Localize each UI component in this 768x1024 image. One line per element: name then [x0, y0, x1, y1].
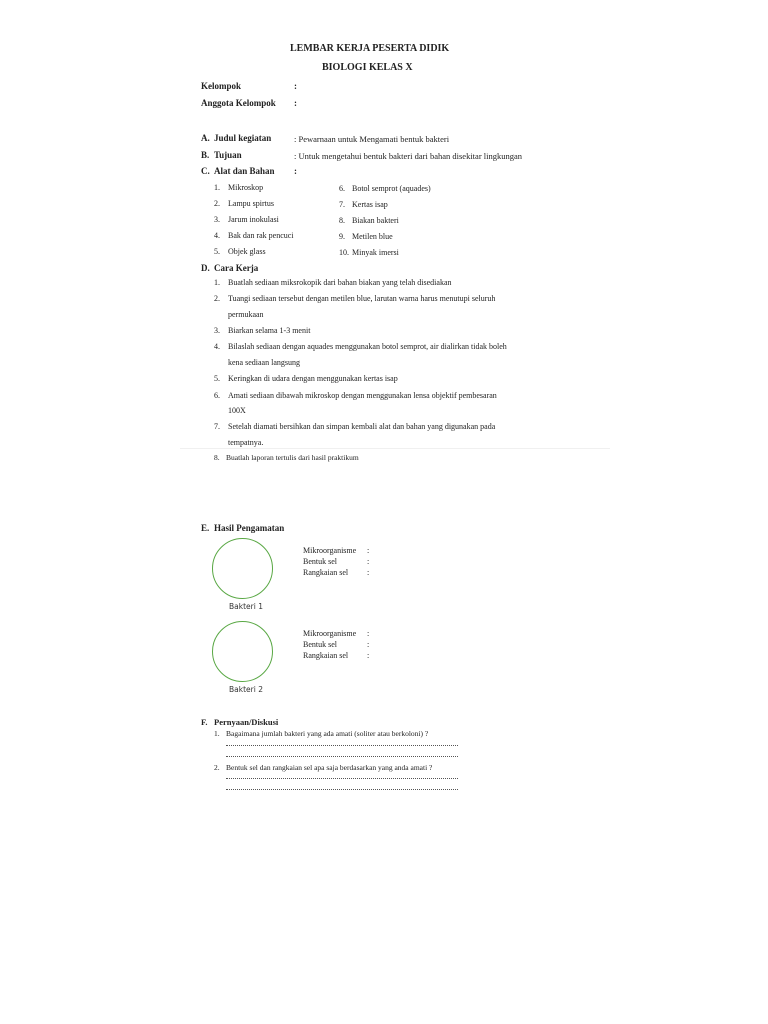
specimen-caption-2: Bakteri 2 — [229, 685, 263, 694]
step-text: Biarkan selama 1-3 menit — [228, 326, 311, 335]
alat-item: Biakan bakteri — [352, 216, 399, 225]
section-b-marker: B. — [201, 150, 210, 160]
step-number: 6. — [214, 391, 220, 400]
alat-item-number: 3. — [214, 215, 220, 224]
mikroorganisme-colon: : — [367, 546, 370, 555]
alat-item: Metilen blue — [352, 232, 393, 241]
document-title: LEMBAR KERJA PESERTA DIDIK — [290, 43, 450, 54]
section-c-marker: C. — [201, 166, 210, 176]
section-a-value: : Pewarnaan untuk Mengamati bentuk bakteri — [294, 134, 450, 144]
alat-item: Lampu spirtus — [228, 199, 274, 208]
section-f-marker: F. — [201, 717, 208, 727]
step-number: 1. — [214, 278, 220, 287]
mikroorganisme-label: Mikroorganisme — [303, 629, 357, 638]
alat-item-number: 10. — [339, 248, 349, 257]
alat-item: Objek glass — [228, 247, 266, 256]
answer-line[interactable] — [226, 789, 458, 790]
alat-item: Kertas isap — [352, 200, 388, 209]
step-number: 3. — [214, 326, 220, 335]
rangkaian-sel-label: Rangkaian sel — [303, 651, 349, 660]
rangkaian-sel-label: Rangkaian sel — [303, 568, 349, 577]
alat-item: Bak dan rak pencuci — [228, 231, 294, 240]
step-number: 7. — [214, 422, 220, 431]
step-number: 8. — [214, 453, 220, 462]
section-f-label: Pernyaan/Diskusi — [214, 717, 279, 727]
bentuk-sel-label: Bentuk sel — [303, 557, 337, 566]
question-text: Bagaimana jumlah bakteri yang ada amati (soliter atau berkoloni) ? — [226, 729, 429, 738]
step-text: Bilaslah sediaan dengan aquades menggunakan botol semprot, air dialirkan tidak boleh — [228, 342, 507, 351]
mikroorganisme-label: Mikroorganisme — [303, 546, 357, 555]
specimen-circle-1 — [212, 538, 273, 599]
alat-item: Botol semprot (aquades) — [352, 184, 431, 193]
step-text: Amati sediaan dibawah mikroskop dengan menggunakan lensa objektif pembesaran — [228, 391, 497, 400]
section-b-label: Tujuan — [214, 150, 242, 160]
alat-item-number: 1. — [214, 183, 220, 192]
question-text: Bentuk sel dan rangkaian sel apa saja berdasarkan yang anda amati ? — [226, 763, 433, 772]
section-a-marker: A. — [201, 133, 210, 143]
alat-item: Jarum inokulasi — [228, 215, 279, 224]
section-d-marker: D. — [201, 263, 210, 273]
section-c-colon: : — [294, 166, 297, 176]
specimen-caption-1: Bakteri 1 — [229, 602, 263, 611]
section-c-label: Alat dan Bahan — [214, 166, 275, 176]
alat-item-number: 6. — [339, 184, 345, 193]
alat-item-number: 4. — [214, 231, 220, 240]
document-subtitle: BIOLOGI KELAS X — [322, 62, 413, 73]
rangkaian-sel-colon: : — [367, 568, 370, 577]
step-text: Buatlah laporan tertulis dari hasil praktikum — [226, 453, 359, 462]
rangkaian-sel-colon: : — [367, 651, 370, 660]
alat-item-number: 2. — [214, 199, 220, 208]
question-number: 2. — [214, 763, 220, 772]
anggota-label: Anggota Kelompok — [201, 98, 276, 108]
kelompok-colon: : — [294, 81, 297, 91]
alat-item-number: 8. — [339, 216, 345, 225]
section-d-label: Cara Kerja — [214, 263, 259, 273]
step-number: 5. — [214, 374, 220, 383]
alat-item: Minyak imersi — [352, 248, 399, 257]
section-b-value: : Untuk mengetahui bentuk bakteri dari bahan disekitar lingkungan — [294, 151, 523, 161]
step-number: 4. — [214, 342, 220, 351]
section-e-label: Hasil Pengamatan — [214, 523, 285, 533]
answer-line[interactable] — [226, 778, 458, 779]
step-text-continued: permukaan — [228, 310, 264, 319]
step-text: Keringkan di udara dengan menggunakan kertas isap — [228, 374, 398, 383]
step-number: 2. — [214, 294, 220, 303]
alat-item-number: 9. — [339, 232, 345, 241]
kelompok-label: Kelompok — [201, 81, 242, 91]
step-text: Buatlah sediaan miksrokopik dari bahan biakan yang telah disediakan — [228, 278, 452, 287]
specimen-circle-2 — [212, 621, 273, 682]
step-text-continued: 100X — [228, 406, 246, 415]
mikroorganisme-colon: : — [367, 629, 370, 638]
bentuk-sel-label: Bentuk sel — [303, 640, 337, 649]
section-a-label: Judul kegiatan — [214, 133, 272, 143]
step-text: Tuangi sediaan tersebut dengan metilen blue, larutan warna harus menutupi seluruh — [228, 294, 496, 303]
bentuk-sel-colon: : — [367, 557, 370, 566]
alat-item-number: 5. — [214, 247, 220, 256]
alat-item: Mikroskop — [228, 183, 264, 192]
step-text-continued: tempatnya. — [228, 438, 264, 447]
step-text: Setelah diamati bersihkan dan simpan kembali alat dan bahan yang digunakan pada — [228, 422, 496, 431]
answer-line[interactable] — [226, 745, 458, 746]
step-text-continued: kena sediaan langsung — [228, 358, 300, 367]
question-number: 1. — [214, 729, 220, 738]
answer-line[interactable] — [226, 756, 458, 757]
anggota-colon: : — [294, 98, 297, 108]
bentuk-sel-colon: : — [367, 640, 370, 649]
section-e-marker: E. — [201, 523, 210, 533]
alat-item-number: 7. — [339, 200, 345, 209]
scan-divider — [180, 448, 610, 449]
